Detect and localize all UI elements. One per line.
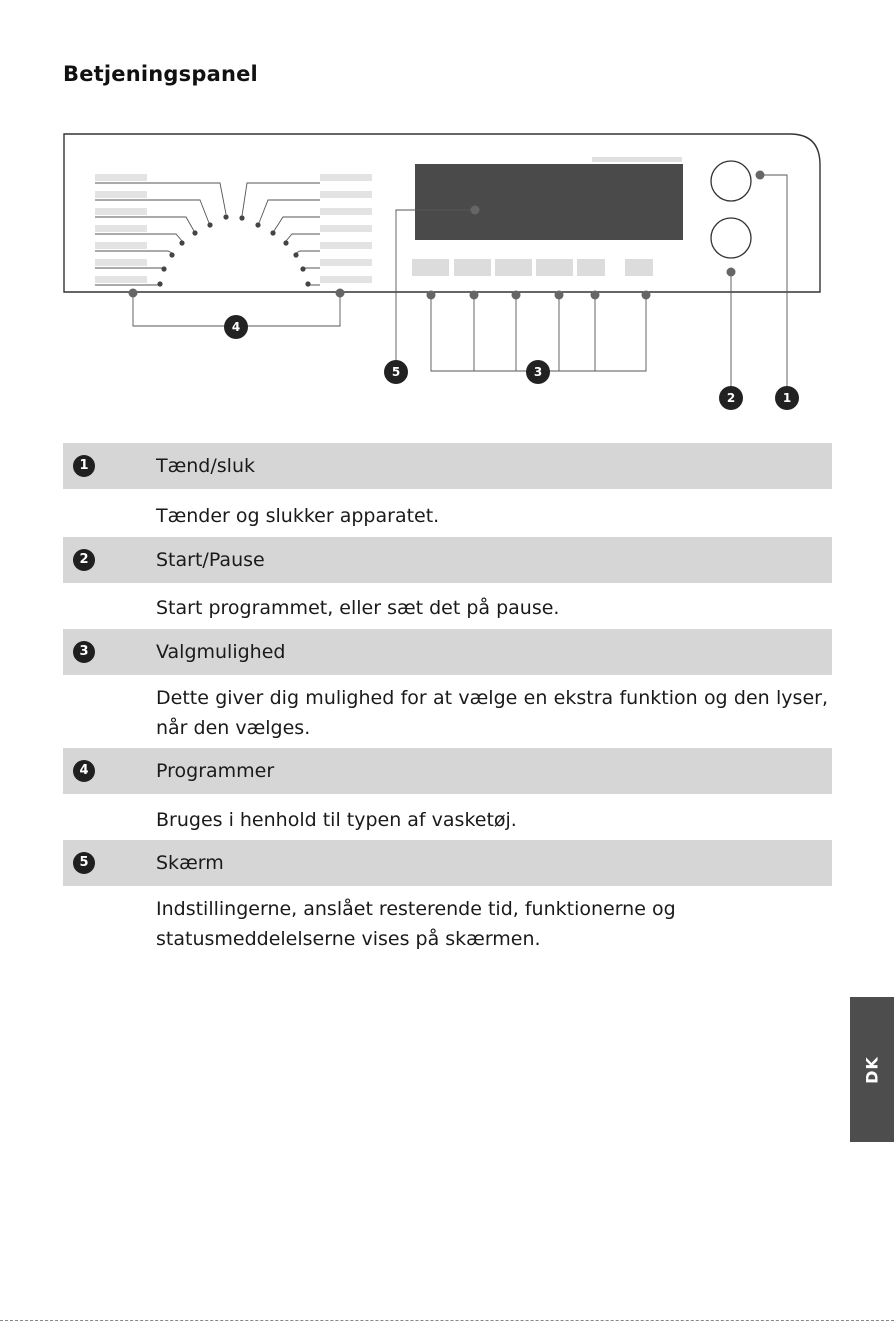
language-tab (850, 997, 894, 1142)
item-5-title: Skærm (156, 852, 224, 874)
power-knob (711, 161, 751, 201)
item-5-header (63, 840, 832, 886)
svg-text:5: 5 (391, 365, 401, 379)
item-1-header (63, 443, 832, 489)
callout-badge-1 (775, 386, 799, 410)
item-1-title: Tænd/sluk (156, 455, 255, 477)
item-5-number: 5 (73, 852, 95, 874)
display-label (592, 157, 682, 162)
item-3-header (63, 629, 832, 675)
page-bottom-rule (0, 1320, 894, 1321)
item-1-description: Tænder og slukker apparatet. (156, 505, 440, 527)
item-4-header (63, 748, 832, 794)
item-5-description: Indstillingerne, anslået resterende tid, funktionerne og statusmeddelelserne vises på skærmen. (156, 898, 676, 950)
svg-text:3: 3 (533, 365, 543, 379)
callout-badge-5 (384, 360, 408, 384)
callout-badge-4 (224, 315, 248, 339)
svg-text:4: 4 (231, 320, 241, 334)
item-4-description: Bruges i henhold til typen af vasketøj. (156, 809, 517, 831)
language-tab-label: DK (862, 1055, 882, 1084)
item-3-description: Dette giver dig mulighed for at vælge en ekstra funktion og den lyser, når den vælges. (156, 687, 828, 739)
callout-badge-2 (719, 386, 743, 410)
item-3-number: 3 (73, 641, 95, 663)
control-panel-diagram (0, 125, 894, 420)
svg-text:1: 1 (782, 391, 792, 405)
item-2-title: Start/Pause (156, 549, 265, 571)
item-2-header (63, 537, 832, 583)
item-3-title: Valgmulighed (156, 641, 286, 663)
svg-text:2: 2 (726, 391, 736, 405)
item-4-number: 4 (73, 760, 95, 782)
callout-badge-3 (526, 360, 550, 384)
item-2-description: Start programmet, eller sæt det på pause. (156, 597, 560, 619)
item-2-number: 2 (73, 549, 95, 571)
item-4-title: Programmer (156, 760, 275, 782)
item-1-number: 1 (73, 455, 95, 477)
page-title: Betjeningspanel (63, 62, 258, 86)
start-pause-knob (711, 218, 751, 258)
display-screen (415, 164, 683, 240)
